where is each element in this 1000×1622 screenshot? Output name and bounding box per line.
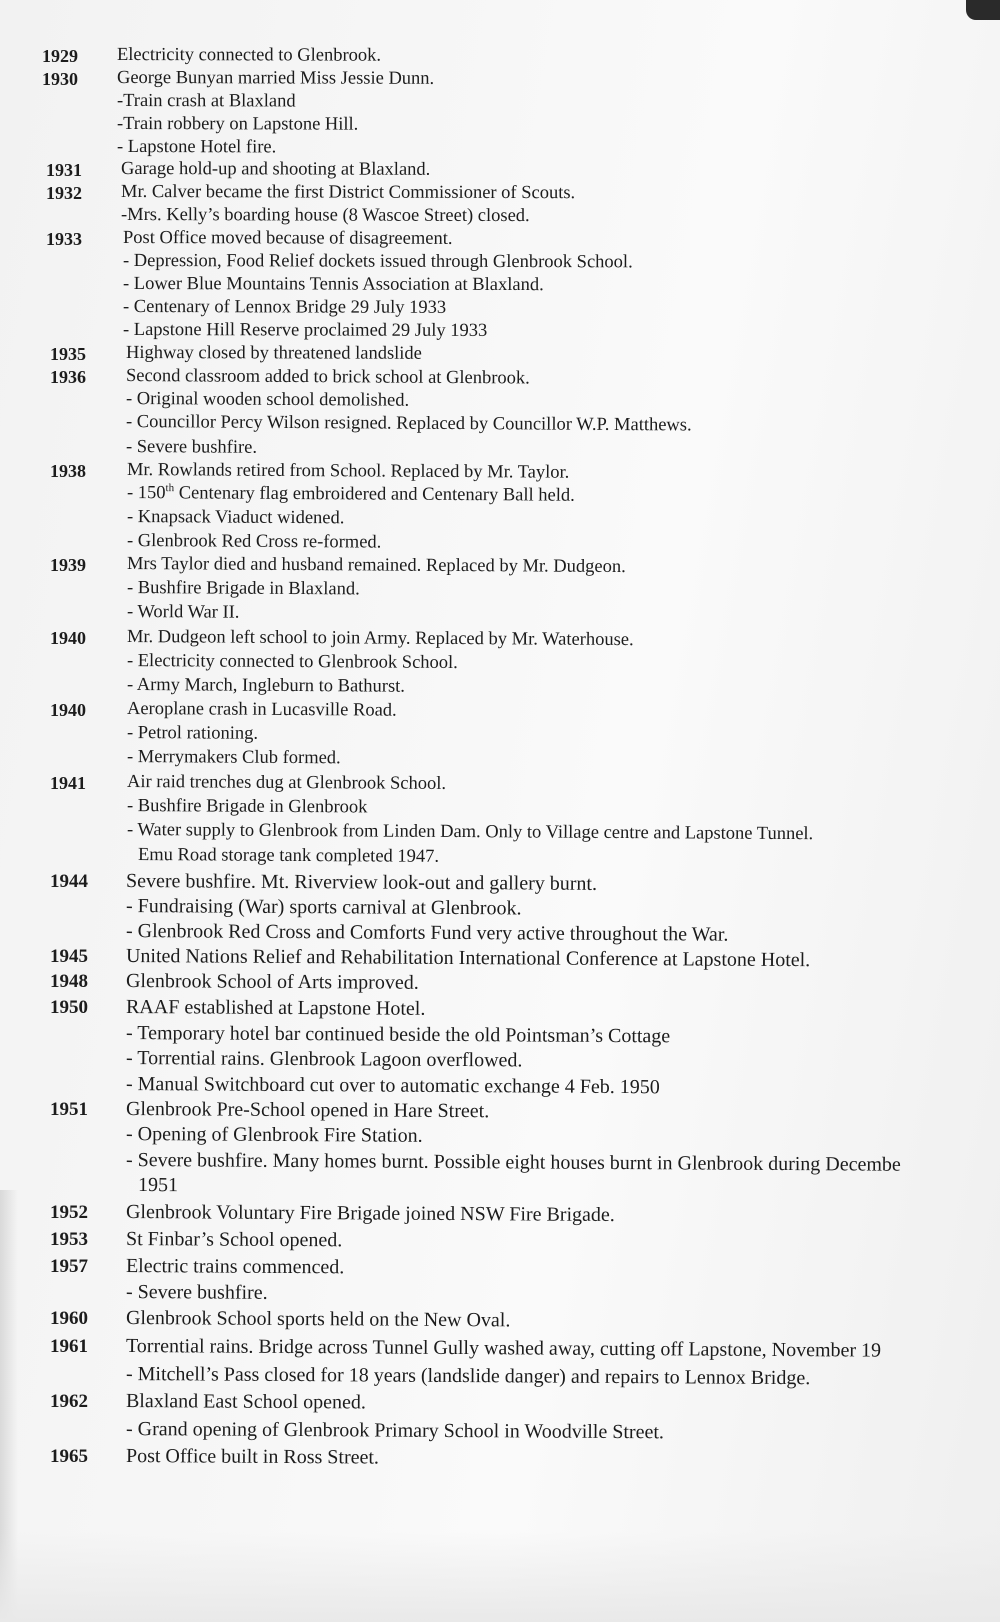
timeline-entry-text: - Glenbrook Red Cross re-formed. [126, 531, 382, 553]
timeline-entry-text: - Grand opening of Glenbrook Primary School in Woodville Street. [125, 1418, 664, 1444]
entry-text-rest: Centenary flag embroidered and Centenary Ball held. [174, 483, 575, 506]
timeline-year: 1931 [46, 160, 82, 180]
timeline-year: 1940 [50, 700, 86, 720]
timeline-entry-text: -Train robbery on Lapstone Hill. [116, 114, 359, 135]
timeline-entry-text: - Electricity connected to Glenbrook School. [126, 651, 458, 674]
timeline-entry-text: - World War II. [126, 602, 240, 623]
timeline-entry-text: Electric trains commenced. [125, 1255, 345, 1279]
timeline-entry-text: - Severe bushfire. [125, 1281, 268, 1304]
timeline-entry-text: - Manual Switchboard cut over to automatic exchange 4 Feb. 1950 [125, 1073, 660, 1099]
timeline-entry-text: - Temporary hotel bar continued beside the old Pointsman’s Cottage [125, 1022, 671, 1048]
timeline-entry-text: Severe bushfire. Mt. Riverview look-out and gallery burnt. [125, 870, 598, 895]
timeline-year: 1961 [50, 1336, 88, 1357]
timeline-year: 1950 [50, 997, 88, 1018]
timeline-entry-text: Post Office built in Ross Street. [125, 1445, 380, 1469]
timeline-entry-text: - Opening of Glenbrook Fire Station. [125, 1123, 423, 1147]
timeline-year: 1965 [50, 1446, 88, 1467]
timeline-entry-text: Highway closed by threatened landslide [125, 343, 422, 364]
timeline-year: 1938 [50, 461, 86, 481]
timeline-year: 1929 [42, 46, 78, 66]
timeline-year: 1953 [50, 1229, 88, 1250]
timeline-entry-text: Aeroplane crash in Lucasville Road. [126, 699, 397, 721]
timeline-entry-text: Torrential rains. Bridge across Tunnel Gully washed away, cutting off Lapstone, November 19 [125, 1335, 882, 1362]
timeline-entry-text: Mrs Taylor died and husband remained. Replaced by Mr. Dudgeon. [126, 554, 626, 578]
timeline-entry-text: - Centenary of Lennox Bridge 29 July 1933 [122, 297, 447, 318]
timeline-entry-text: Mr. Rowlands retired from School. Replaced by Mr. Taylor. [126, 460, 570, 483]
timeline-entry-text: - Depression, Food Relief dockets issued through Glenbrook School. [122, 251, 633, 273]
timeline-entry-text [127, 483, 575, 507]
timeline-entry-text: - Army March, Ingleburn to Bathurst. [126, 675, 406, 697]
timeline-entry-text: Glenbrook School sports held on the New Oval. [125, 1307, 511, 1332]
timeline-entry-text: Electricity connected to Glenbrook. [116, 45, 382, 66]
timeline-entry-text: United Nations Relief and Rehabilitation International Conference at Lapstone Hotel. [125, 945, 811, 972]
timeline-year: 1939 [50, 555, 86, 575]
timeline-entry-text: - Lapstone Hill Reserve proclaimed 29 July 1933 [122, 320, 488, 341]
timeline-entry-text: - Fundraising (War) sports carnival at Glenbrook. [125, 895, 522, 920]
timeline-entry-text: Glenbrook Voluntary Fire Brigade joined NSW Fire Brigade. [125, 1201, 615, 1226]
timeline-entry-text: Mr. Dudgeon left school to join Army. Replaced by Mr. Waterhouse. [126, 627, 634, 651]
timeline-entry-text: RAAF established at Lapstone Hotel. [125, 996, 426, 1020]
timeline-year: 1933 [46, 229, 82, 249]
timeline-entry-text: - Water supply to Glenbrook from Linden Dam. Only to Village centre and Lapstone Tunnel. [126, 820, 814, 845]
timeline-entry-text: Glenbrook Pre-School opened in Hare Street. [125, 1098, 490, 1123]
timeline-entry-text: - Lapstone Hotel fire. [116, 137, 277, 158]
timeline-year: 1932 [46, 183, 82, 203]
timeline-entry-text: - Petrol rationing. [126, 723, 259, 744]
timeline-entry-text: Garage hold-up and shooting at Blaxland. [120, 159, 431, 180]
timeline-entry-text: Post Office moved because of disagreement. [122, 228, 453, 249]
timeline-entry-text: -Mrs. Kelly’s boarding house (8 Wascoe Street) closed. [120, 205, 530, 227]
timeline-entry-text: - Bushfire Brigade in Glenbrook [126, 796, 368, 818]
timeline-year: 1957 [50, 1256, 88, 1277]
timeline-entry-text: - Glenbrook Red Cross and Comforts Fund very active throughout the War. [125, 920, 729, 946]
timeline-year: 1952 [50, 1202, 88, 1223]
timeline-entry-text: George Bunyan married Miss Jessie Dunn. [116, 68, 435, 89]
timeline-entry-text: - Bushfire Brigade in Blaxland. [126, 578, 360, 600]
timeline-year: 1945 [50, 946, 88, 967]
timeline-entry-text: - Original wooden school demolished. [125, 389, 410, 411]
timeline-year: 1951 [50, 1099, 88, 1120]
entry-text-superscript: th [165, 482, 175, 495]
timeline-year: 1944 [50, 871, 88, 892]
timeline-entry-text: Mr. Calver became the first District Commissioner of Scouts. [120, 182, 576, 204]
timeline-year: 1930 [42, 69, 78, 89]
timeline-year: 1960 [50, 1308, 88, 1329]
timeline-entry-text: Blaxland East School opened. [125, 1390, 367, 1414]
entry-text-prefix: - 150 [126, 483, 166, 504]
timeline-entry-text: Air raid trenches dug at Glenbrook School. [126, 772, 447, 794]
timeline-entry-text: - Councillor Percy Wilson resigned. Replaced by Councillor W.P. Matthews. [125, 412, 692, 436]
timeline-entry-text: - Torrential rains. Glenbrook Lagoon overflowed. [125, 1047, 523, 1072]
timeline-year: 1935 [50, 344, 86, 364]
timeline-entry-text: Glenbrook School of Arts improved. [125, 970, 419, 994]
timeline-entry-text: 1951 [137, 1174, 179, 1197]
timeline-entry-text: Emu Road storage tank completed 1947. [137, 845, 440, 867]
timeline-entry-text: - Merrymakers Club formed. [126, 747, 341, 769]
timeline-year: 1941 [50, 773, 86, 793]
timeline-entry-text: -Train crash at Blaxland [116, 91, 296, 112]
timeline-year: 1940 [50, 628, 86, 648]
timeline-entry-text: - Lower Blue Mountains Tennis Association at Blaxland. [122, 274, 544, 296]
timeline-entry-text: - Knapsack Viaduct widened. [126, 507, 345, 529]
timeline-year: 1936 [50, 367, 86, 387]
timeline-entry-text: St Finbar’s School opened. [125, 1228, 343, 1252]
timeline-year: 1962 [50, 1391, 88, 1412]
timeline-entry-text: - Severe bushfire. [125, 437, 258, 458]
timeline-entry-text: - Severe bushfire. Many homes burnt. Possible eight houses burnt in Glenbrook during Decembe [125, 1149, 901, 1176]
timeline-entry-text: Second classroom added to brick school at Glenbrook. [125, 366, 530, 389]
timeline-entry-text: - Mitchell’s Pass closed for 18 years (landslide danger) and repairs to Lennox Bridge. [125, 1363, 811, 1390]
timeline-year: 1948 [50, 971, 88, 992]
